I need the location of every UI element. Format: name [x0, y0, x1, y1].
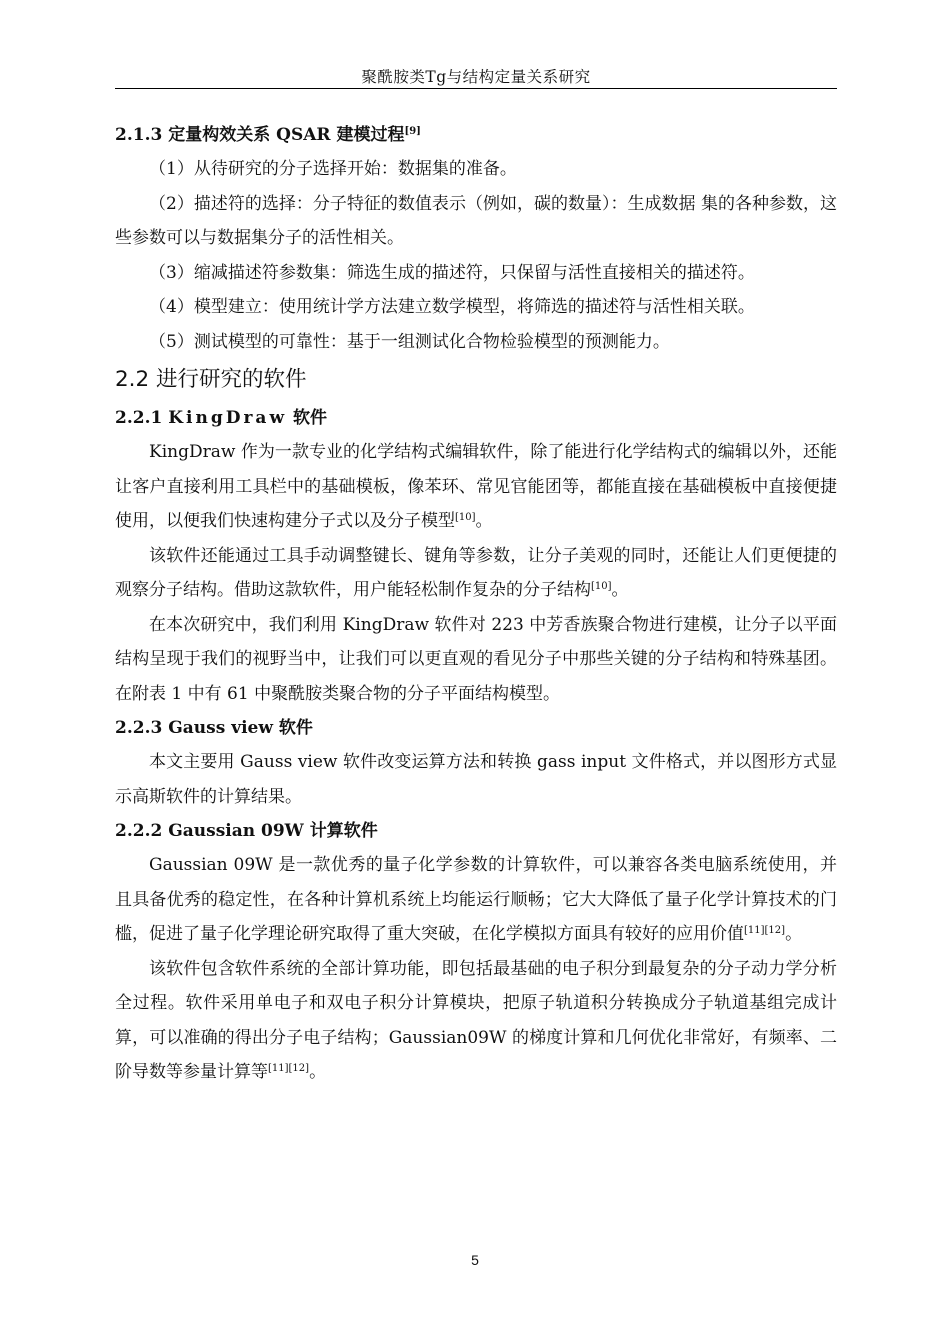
heading-2-2-3: 2.2.3 Gauss view 软件 [115, 718, 313, 738]
kingdraw-paragraph-1-text: KingDraw 作为一款专业的化学结构式编辑软件，除了能进行化学结构式的编辑以外，还能让客户直接利用工具栏中的基础模板，像苯环、常见官能团等，都能直接在基础模板中直接便捷使用，以便我们快速构建分子式以及分子模型 [115, 442, 837, 531]
kingdraw-paragraph-2 [115, 539, 837, 608]
heading-2-2-1-suffix: 软件 [287, 408, 327, 428]
heading-2-2-1 [115, 401, 837, 435]
header-title: 聚酰胺类Tg与结构定量关系研究 [361, 68, 591, 86]
kingdraw-paragraph-3: 在本次研究中，我们利用 KingDraw 软件对 223 中芳香族聚合物进行建模，让分子以平面结构呈现于我们的视野当中，让我们可以更直观的看见分子中那些关键的分子结构和特殊基团。在附表 1 中有 61 中聚酰胺类聚合物的分子平面结构模型。 [115, 614, 837, 704]
gaussview-paragraph: 本文主要用 Gauss view 软件改变运算方法和转换 gass input 文件格式，并以图形方式显示高斯软件的计算结果。 [115, 752, 837, 807]
gaussian-paragraph-2 [115, 952, 837, 1090]
citation-10: [10] [455, 512, 476, 523]
qsar-step-1: （1）从待研究的分子选择开始：数据集的准备。 [149, 159, 517, 179]
gaussian-paragraph-2-text: 该软件包含软件系统的全部计算功能，即包括最基础的电子积分到最复杂的分子动力学分析全过程。软件采用单电子和双电子积分计算模块，把原子轨道积分转换成分子轨道基组完成计算，可以准确的得出分子电子结构；Gaussian09W 的梯度计算和几何优化非常好，有频率、二阶导数等参量计算等 [115, 958, 837, 1082]
heading-2-2-1-number: 2.2.1 [115, 408, 169, 428]
gaussian-paragraph-1 [115, 848, 837, 952]
citation-11-12: [11][12] [744, 925, 786, 936]
kingdraw-paragraph-2-text: 该软件还能通过工具手动调整键长、键角等参数，让分子美观的同时，还能让人们更便捷的观察分子结构。借助这款软件，用户能轻松制作复杂的分子结构 [115, 545, 837, 600]
citation-10-b: [10] [591, 581, 612, 592]
heading-2-2: 2.2 进行研究的软件 [115, 367, 307, 392]
citation-11-12-b: [11][12] [268, 1063, 310, 1074]
heading-2-1-3 [115, 118, 837, 152]
gaussian-paragraph-2-end: 。 [309, 1062, 327, 1082]
qsar-step-5: （5）测试模型的可靠性：基于一组测试化合物检验模型的预测能力。 [149, 331, 670, 352]
kingdraw-paragraph-1 [115, 435, 837, 539]
citation-9: [9] [404, 126, 421, 137]
qsar-step-2: （2）描述符的选择：分子特征的数值表示（例如，碳的数量）：生成数据 集的各种参数，这些参数可以与数据集分子的活性相关。 [115, 193, 837, 248]
document-body [115, 118, 837, 1090]
heading-2-1-3-text: 2.1.3 定量构效关系 QSAR 建模过程 [115, 125, 405, 145]
qsar-step-3: （3）缩减描述符参数集：筛选生成的描述符，只保留与活性直接相关的描述符。 [149, 262, 755, 283]
kingdraw-paragraph-2-end: 。 [611, 580, 629, 600]
page-header [115, 66, 837, 89]
kingdraw-paragraph-1-end: 。 [475, 511, 493, 531]
heading-2-2-1-name: KingDraw [168, 408, 288, 428]
heading-2-2-2: 2.2.2 Gaussian 09W 计算软件 [115, 821, 378, 841]
gaussian-paragraph-1-end: 。 [785, 924, 803, 944]
gaussian-paragraph-1-text: Gaussian 09W 是一款优秀的量子化学参数的计算软件，可以兼容各类电脑系统使用，并且具备优秀的稳定性，在各种计算机系统上均能运行顺畅；它大大降低了量子化学计算技术的门槛，促进了量子化学理论研究取得了重大突破，在化学模拟方面具有较好的应用价值 [115, 855, 837, 944]
page-number: 5 [471, 1252, 479, 1268]
qsar-step-4: （4）模型建立：使用统计学方法建立数学模型，将筛选的描述符与活性相关联。 [149, 297, 755, 317]
